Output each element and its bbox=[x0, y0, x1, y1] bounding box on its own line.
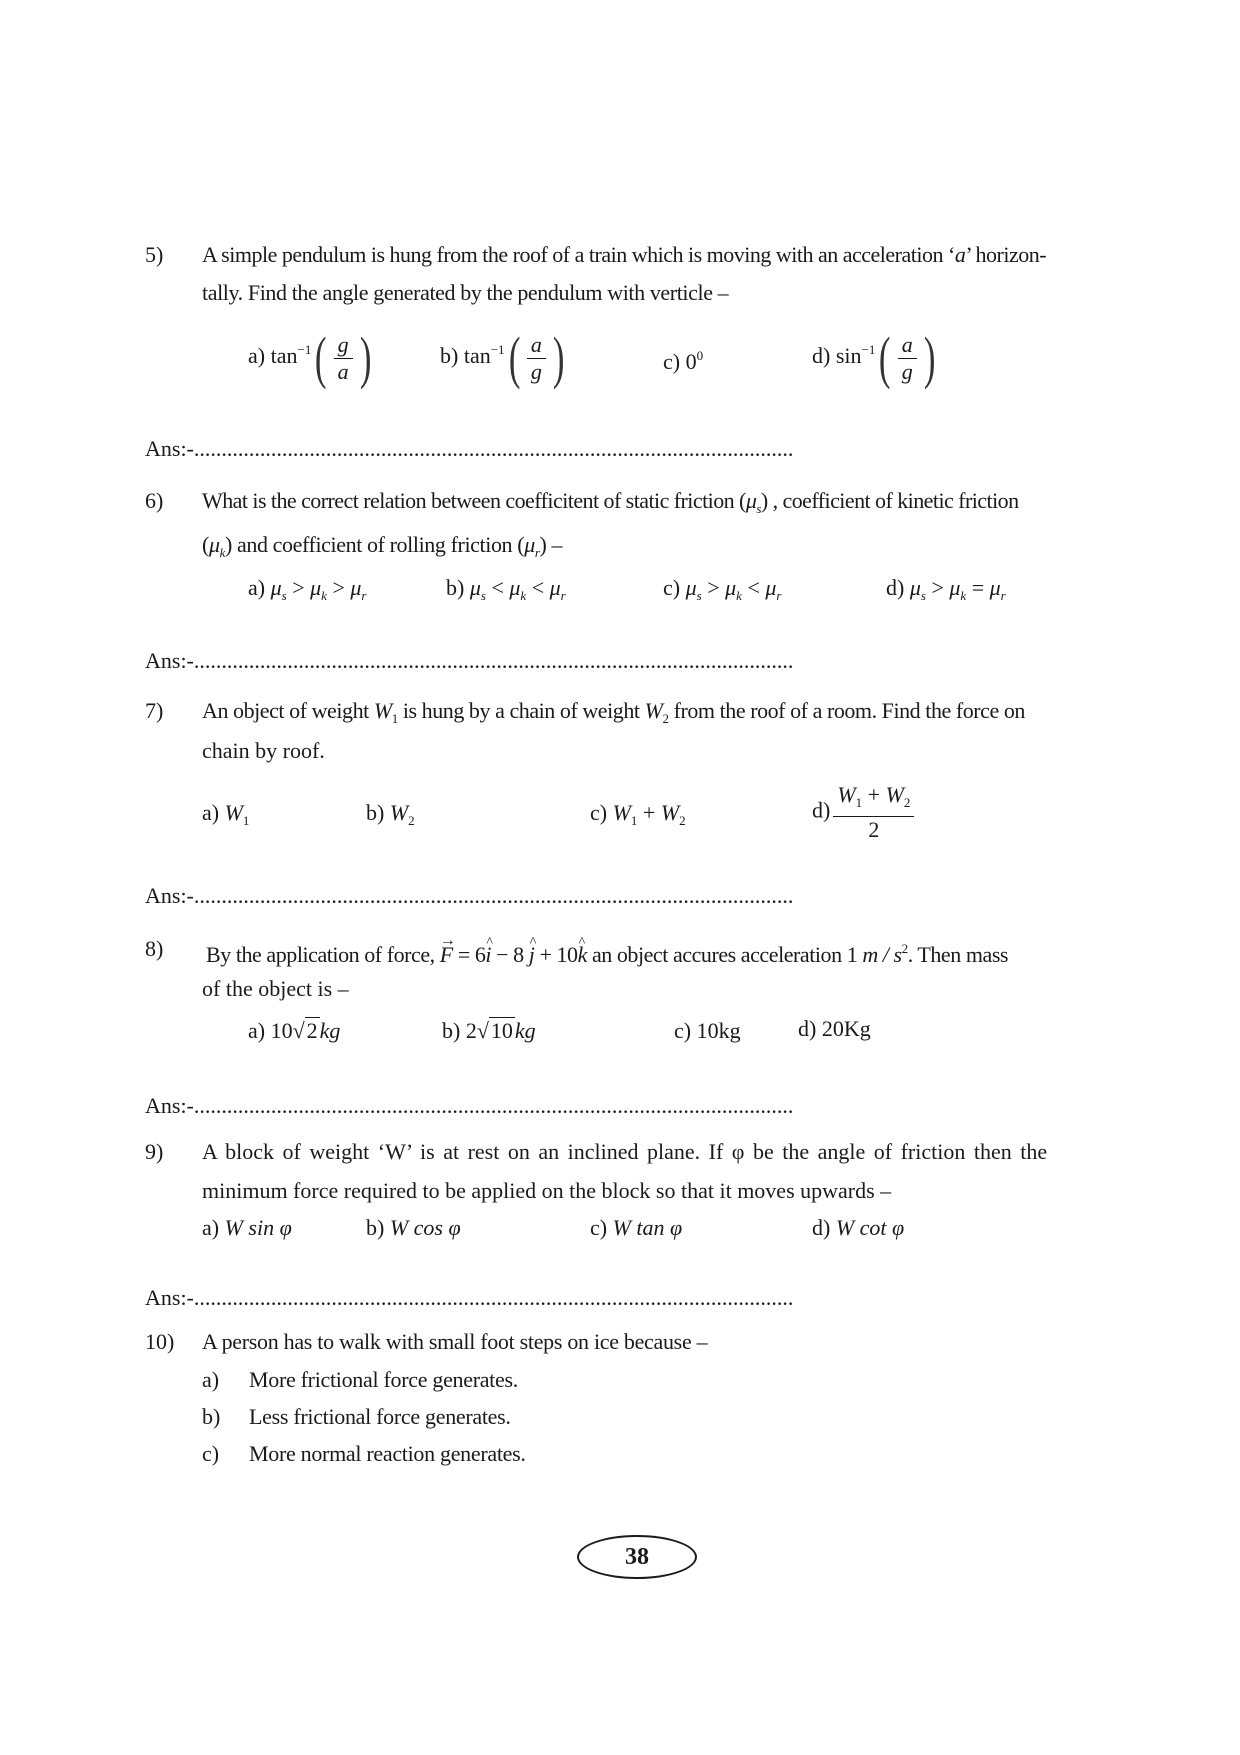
q10-option-c: More normal reaction generates. bbox=[249, 1441, 526, 1466]
q6-option-d: d) $\mu_s > \mu_k = \mu_r$ bbox=[886, 575, 1006, 603]
q9-option-d: d) W cot φ bbox=[812, 1215, 905, 1240]
q9-option-a: a) W sin φ bbox=[202, 1215, 292, 1240]
q10-option-a-label: a) bbox=[202, 1367, 220, 1392]
q6-option-a: a) $\mu_s > \mu_k > \mu_r$ bbox=[248, 575, 367, 603]
q8-number: 8) bbox=[145, 936, 164, 961]
q10-option-b-label: b) bbox=[202, 1404, 221, 1429]
q7-line-1: An object of weight $W_1$ is hung by a chain of weight $W_2$ from the roof of a room. Find the force on bbox=[202, 698, 1025, 726]
q8-option-d: d) 20Kg bbox=[798, 1016, 871, 1041]
q8-line-2: of the object is – bbox=[202, 976, 349, 1001]
q5-option-b: b) $\tan^{-1}$ ( $\frac{a}{g}$ ) bbox=[440, 325, 565, 390]
page-number-badge: 38 bbox=[577, 1535, 697, 1579]
q7-option-d: d) $\frac{W_1 + W_2}{2}$ bbox=[812, 782, 917, 843]
q9-line-2: minimum force required to be applied on the block so that it moves upwards – bbox=[202, 1178, 892, 1203]
q5-option-a: a) $\tan^{-1}$ ( $\frac{g}{a}$ ) bbox=[248, 325, 372, 390]
q6-line-1: What is the correct relation between coefficitent of static friction $(\mu_s)$ , coefficient of kinetic friction bbox=[202, 488, 1019, 516]
q10-option-b: Less frictional force generates. bbox=[249, 1404, 511, 1429]
q10-option-c-label: c) bbox=[202, 1441, 220, 1466]
q6-option-b: b) $\mu_s < \mu_k < \mu_r$ bbox=[446, 575, 566, 603]
q5-option-c: c) $0^0$ bbox=[663, 348, 704, 374]
q10-line-1: A person has to walk with small foot steps on ice because – bbox=[202, 1329, 708, 1354]
q9-option-c: c) W tan φ bbox=[590, 1215, 683, 1240]
answer-line-7: Ans:-............................................................................................................. bbox=[145, 883, 794, 908]
q7-line-2: chain by roof. bbox=[202, 738, 325, 763]
q10-number: 10) bbox=[145, 1329, 175, 1354]
q5-option-d: d) $\sin^{-1}$ ( $\frac{a}{g}$ ) bbox=[812, 325, 936, 390]
q7-number: 7) bbox=[145, 698, 164, 723]
q7-option-b: b) $W_2$ bbox=[366, 800, 415, 828]
q7-option-c: c) $W_1 + W_2$ bbox=[590, 800, 686, 828]
q8-option-a: a) 10√2kg bbox=[248, 1018, 341, 1043]
q10-option-a: More frictional force generates. bbox=[249, 1367, 518, 1392]
q9-number: 9) bbox=[145, 1139, 164, 1164]
q7-option-a: a) $W_1$ bbox=[202, 800, 250, 828]
q5-line-1: A simple pendulum is hung from the roof of a train which is moving with an acceleration ‘a’ horizon- bbox=[202, 242, 1047, 267]
q6-option-c: c) $\mu_s > \mu_k < \mu_r$ bbox=[663, 575, 782, 603]
q9-line-1: A block of weight ‘W’ is at rest on an inclined plane. If φ be the angle of friction then the bbox=[202, 1139, 1048, 1164]
q8-option-b: b) 2√10kg bbox=[442, 1018, 536, 1043]
q6-line-2: $(\mu_k)$ and coefficient of rolling friction $(\mu_r)$ – bbox=[202, 532, 563, 560]
q9-option-b: b) W cos φ bbox=[366, 1215, 461, 1240]
answer-line-6: Ans:-............................................................................................................. bbox=[145, 648, 794, 673]
q5-line-2: tally. Find the angle generated by the pendulum with verticle – bbox=[202, 280, 729, 305]
q8-option-c: c) 10kg bbox=[674, 1018, 741, 1043]
answer-line-5: Ans:-............................................................................................................. bbox=[145, 436, 794, 461]
q5-number: 5) bbox=[145, 242, 164, 267]
q6-number: 6) bbox=[145, 488, 164, 513]
answer-line-8: Ans:-............................................................................................................. bbox=[145, 1093, 794, 1118]
q8-line-1: By the application of force, → F = 6i ^ − 8 j ^ + 10k ^ an object accures acceleration 1 m / $s^2$. Then mass bbox=[206, 930, 1008, 974]
answer-line-9: Ans:-............................................................................................................. bbox=[145, 1285, 794, 1310]
